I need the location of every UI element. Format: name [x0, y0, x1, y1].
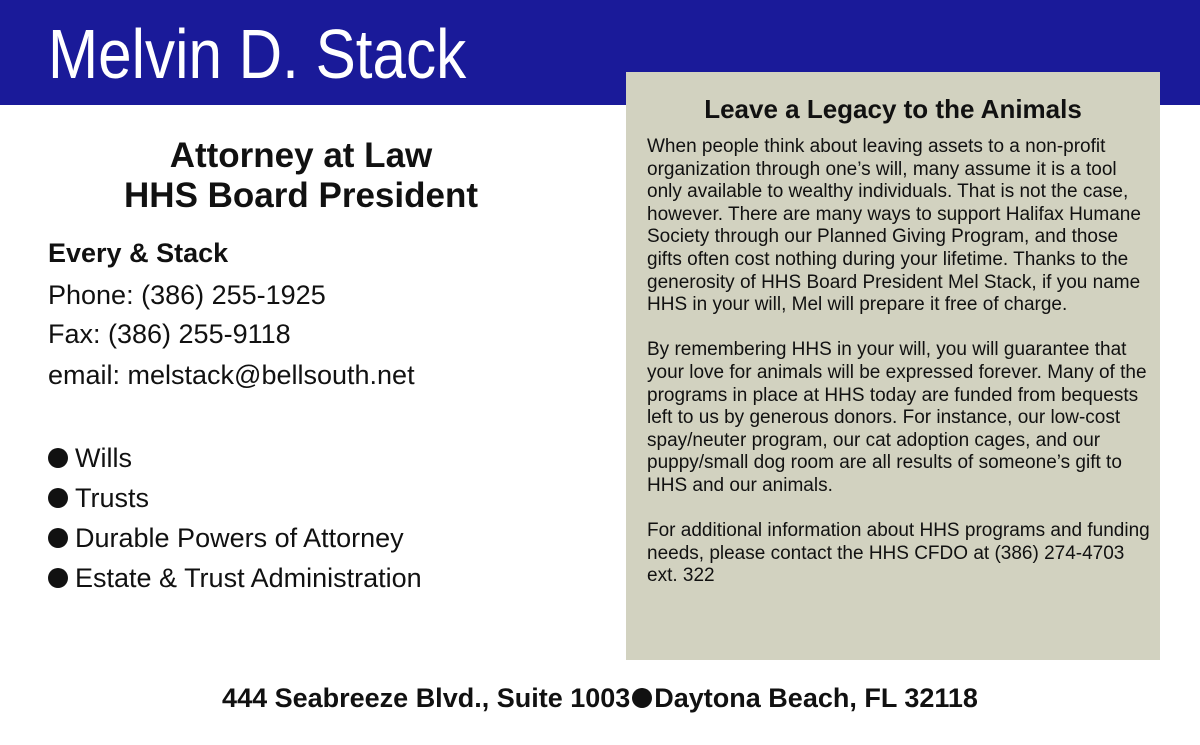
firm-name: Every & Stack: [48, 238, 229, 268]
email-address: email: melstack@bellsouth.net: [48, 360, 415, 390]
bullet-icon: [48, 448, 68, 468]
bullet-icon: [48, 568, 68, 588]
legacy-panel: [626, 72, 1160, 660]
service-label: Durable Powers of Attorney: [75, 522, 404, 553]
role-block: [48, 136, 554, 216]
service-label: Wills: [75, 442, 132, 473]
service-item: [48, 438, 422, 478]
address-street: 444 Seabreeze Blvd., Suite 1003: [222, 683, 631, 713]
address-line: [0, 680, 1200, 716]
service-item: [48, 558, 422, 598]
service-label: Estate & Trust Administration: [75, 562, 422, 593]
fax-number: Fax: (386) 255-9118: [48, 319, 291, 349]
service-item: [48, 518, 422, 558]
legacy-paragraph-bequests: By remembering HHS in your will, you will guarantee that your love for animals will be expressed forever. Many of the programs in place at HHS today are funded from bequests left to us by generous donors. For instance, our low-cost spay/neuter program, our cat adoption cages, and our puppy/small dog room are all results of someone’s gift to HHS and our animals.: [647, 339, 1147, 496]
legacy-paragraph-intro: When people think about leaving assets to a non-profit organization through one’s will, many assume it is a tool only available to wealthy individuals. That is not the case, however. There are many ways to support Halifax Humane Society through our Planned Giving Program, and those gifts often cost nothing during your lifetime. Thanks to the generosity of HHS Board President Mel Stack, if you name HHS in your will, Mel will prepare it free of charge.: [647, 136, 1141, 316]
role-attorney: Attorney at Law: [169, 136, 433, 175]
role-board-president: HHS Board President: [124, 176, 478, 215]
bullet-icon: [48, 488, 68, 508]
service-label: Trusts: [75, 482, 149, 513]
attorney-name: Melvin D. Stack: [48, 15, 467, 93]
services-list: [48, 438, 422, 598]
service-item: [48, 478, 422, 518]
legacy-title: Leave a Legacy to the Animals: [704, 94, 1082, 124]
legacy-paragraph-contact: For additional information about HHS programs and funding needs, please contact the HHS CFDO at (386) 274-4703 ext. 322: [647, 520, 1150, 587]
bullet-icon: [632, 688, 652, 708]
bullet-icon: [48, 528, 68, 548]
legacy-body: [647, 136, 1153, 588]
address-city: Daytona Beach, FL 32118: [654, 683, 978, 713]
phone-number: Phone: (386) 255-1925: [48, 280, 326, 310]
